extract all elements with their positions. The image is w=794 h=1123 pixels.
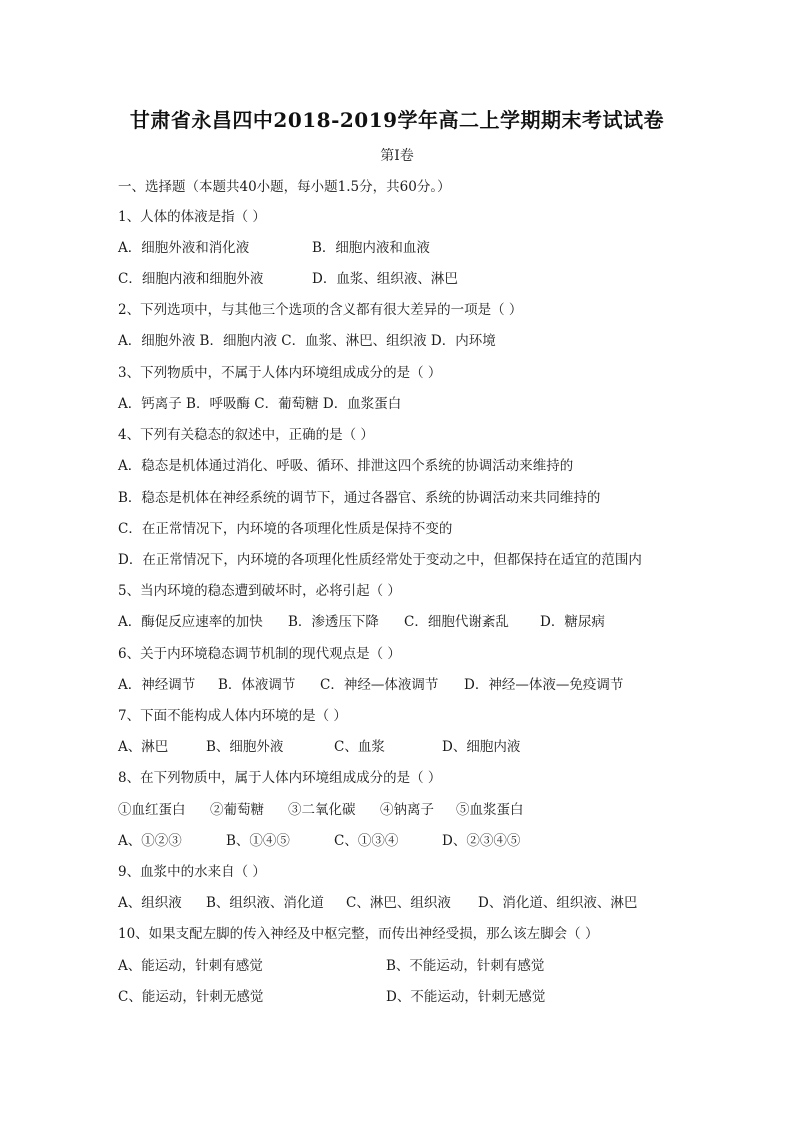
question-1-option-a: A．细胞外液和消化液 [118,240,250,256]
question-6-option-c: C．神经—体液调节 [320,677,439,693]
question-6-option-d: D．神经—体液—免疫调节 [464,677,624,693]
section-heading: 一、选择题（本题共40小题，每小题1.5分，共60分。） [118,179,451,195]
question-9-option-a: A、组织液 [118,895,182,911]
question-5-option-a: A．酶促反应速率的加快 [118,614,263,630]
question-7-option-a: A、淋巴 [118,739,169,755]
question-6-option-a: A．神经调节 [118,677,196,693]
question-3-options: A．钙离子 B．呼吸酶 C．葡萄糖 D．血浆蛋白 [118,396,402,412]
question-9-option-d: D、消化道、组织液、淋巴 [478,895,638,911]
question-3-stem: 3、下列物质中，不属于人体内环境组成成分的是（ ） [118,365,442,381]
question-1-option-d: D．血浆、组织液、淋巴 [312,271,458,287]
question-8-stem: 8、在下列物质中，属于人体内环境组成成分的是（ ） [118,770,442,786]
question-8-option-a: A、①②③ [118,833,182,849]
question-9-option-c: C、淋巴、组织液 [346,895,451,911]
question-8-option-d: D、②③④⑤ [442,833,521,849]
question-4-option-a: A．稳态是机体通过消化、呼吸、循环、排泄这四个系统的协调活动来维持的 [118,458,574,474]
question-8-option-c: C、①③④ [334,833,399,849]
question-7-stem: 7、下面不能构成人体内环境的是（ ） [118,708,347,724]
question-9-option-b: B、组织液、消化道 [206,895,324,911]
question-8-item-4: ④钠离子 [380,802,434,818]
volume-label: 第I卷 [380,148,414,164]
question-2-stem: 2、下列选项中，与其他三个选项的含义都有很大差异的一项是（ ） [118,302,523,318]
question-1-option-b: B．细胞内液和血液 [312,240,430,256]
question-2-options: A．细胞外液 B．细胞内液 C．血浆、淋巴、组织液 D．内环境 [118,333,496,349]
question-10-option-d: D、不能运动，针刺无感觉 [386,989,546,1005]
question-5-option-c: C．细胞代谢紊乱 [404,614,509,630]
question-8-item-5: ⑤血浆蛋白 [456,802,524,818]
exam-title: 甘肃省永昌四中2018-2019学年高二上学期期末考试试卷 [129,108,665,132]
question-7-option-b: B、细胞外液 [206,739,284,755]
question-4-option-b: B．稳态是机体在神经系统的调节下，通过各器官、系统的协调活动来共同维持的 [118,490,601,506]
question-7-option-c: C、血浆 [334,739,385,755]
question-10-stem: 10、如果支配左脚的传入神经及中枢完整，而传出神经受损，那么该左脚会（ ） [118,926,599,942]
question-4-option-d: D．在正常情况下，内环境的各项理化性质经常处于变动之中，但都保持在适宜的范围内 [118,552,642,568]
question-5-option-d: D．糖尿病 [540,614,605,630]
question-8-item-1: ①血红蛋白 [118,802,186,818]
question-8-item-2: ②葡萄糖 [210,802,264,818]
question-1-stem: 1、人体的体液是指（ ） [118,209,266,225]
question-10-option-b: B、不能运动，针刺有感觉 [386,958,545,974]
question-7-option-d: D、细胞内液 [442,739,521,755]
question-10-option-a: A、能运动，针刺有感觉 [118,958,263,974]
question-10-option-c: C、能运动，针刺无感觉 [118,989,264,1005]
question-4-option-c: C．在正常情况下，内环境的各项理化性质是保持不变的 [118,521,453,537]
question-5-stem: 5、当内环境的稳态遭到破坏时，必将引起（ ） [118,583,401,599]
question-8-option-b: B、①④⑤ [226,833,290,849]
question-6-option-b: B．体液调节 [218,677,296,693]
question-5-option-b: B．渗透压下降 [288,614,379,630]
question-4-stem: 4、下列有关稳态的叙述中，正确的是（ ） [118,427,374,443]
question-1-option-c: C．细胞内液和细胞外液 [118,271,264,287]
question-8-item-3: ③二氧化碳 [288,802,356,818]
question-9-stem: 9、血浆中的水来自（ ） [118,864,266,880]
question-6-stem: 6、关于内环境稳态调节机制的现代观点是（ ） [118,646,401,662]
